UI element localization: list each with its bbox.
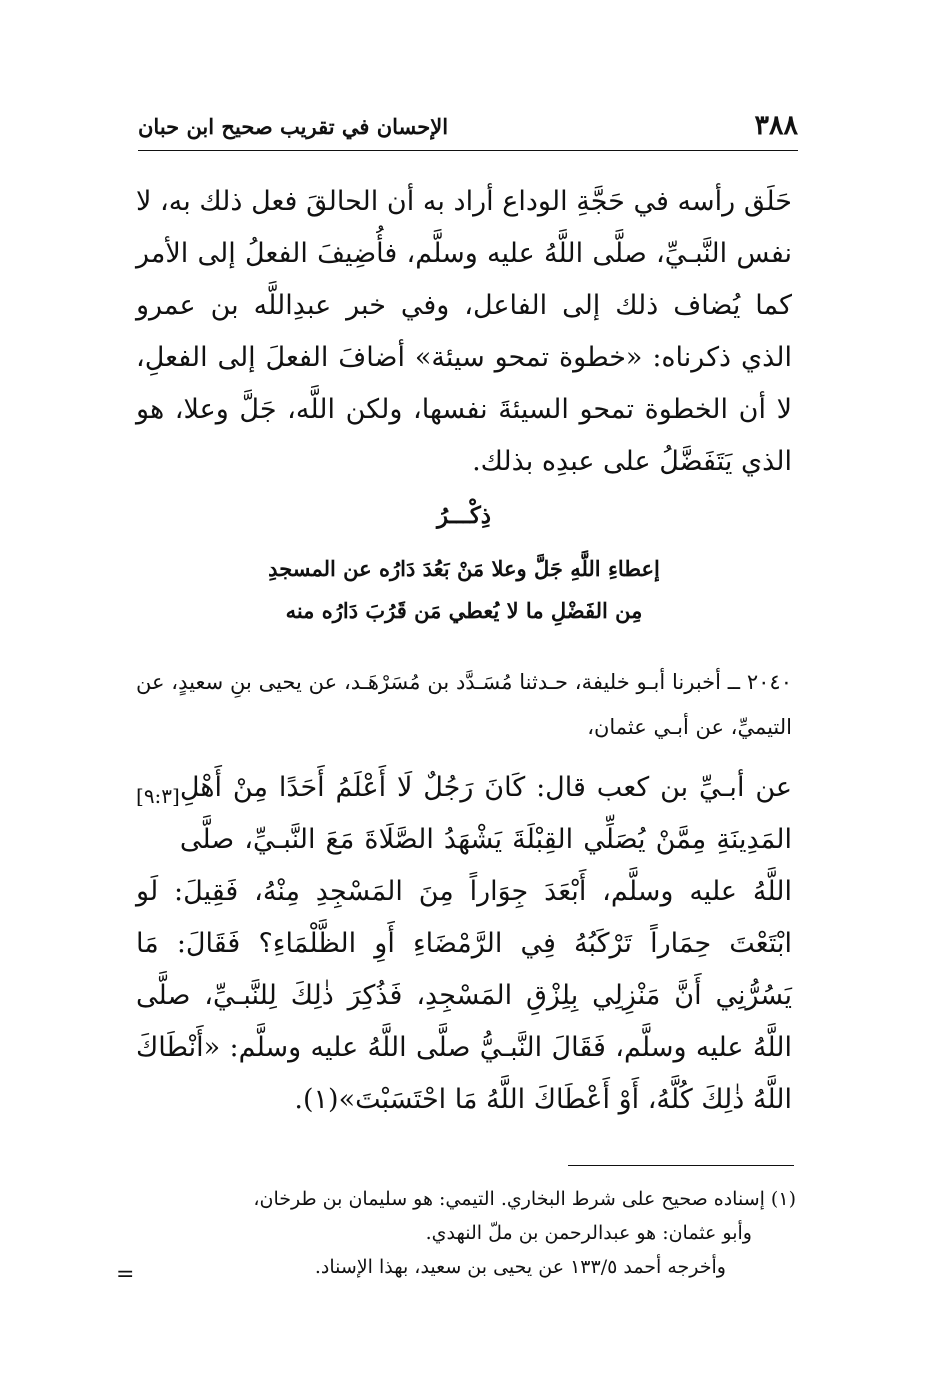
hadith-isnad: ٢٠٤٠ ــ أخبرنا أبـو خليفة، حـدثنا مُسَـدَّد بن مُسَرْهَـد، عن يحيى بنِ سعيدٍ، عن التيميِّ، عن أبـي عثمان، [136,670,792,739]
section-heading [136,548,792,632]
hadith-reference: [٩:٣] [136,784,180,808]
footnotes [136,1182,796,1284]
footnote-line-3: وأخرجه أحمد ١٣٣/٥ عن يحيى بن سعيد، بهذا الإسناد. [314,1256,726,1278]
section-heading-line-2: مِن الفَضْلِ ما لا يُعطي مَن قَرُبَ دَارُه منه [285,598,643,623]
page-number: ٣٨٨ [754,110,798,141]
running-title: الإحسان في تقريب صحيح ابن حبان [138,114,449,139]
hadith-text-block [136,762,792,1126]
page-header [138,110,798,146]
footnote-line-2: وأبو عثمان: هو عبدالرحمن بن ملّ النهدي. [425,1222,752,1244]
continuation-mark: = [116,1262,135,1287]
footnote-rule [568,1165,794,1166]
section-label: ذِكْـــرُ [436,502,492,529]
header-rule [138,150,798,151]
body-paragraph: حَلَق رأسه في حَجَّةِ الوداع أراد به أن الحالقَ فعل ذلك به، لا نفس النَّبـيِّ، صلَّى اللَّهُ عليه وسلَّم، فأُضِيفَ الفعلُ إلى الأمر كما يُضاف ذلك إلى الفاعل، وفي خبر عبدِاللَّه بن عمرو الذي ذكرناه: «خطوة تمحو سيئة» أضافَ الفعلَ إلى الفعلِ، لا أن الخطوة تمحو السيئةَ نفسها، ولكن اللَّه، جَلَّ وعلا، هو الذي يَتَفَضَّلُ على عبدِه بذلك. [136,186,792,477]
section-heading-line-1: إعطاءِ اللَّهِ جَلَّ وعلا مَنْ بَعُدَ دَارُه عن المسجدِ [268,556,660,581]
hadith-matn: عن أبـيِّ بن كعب قال: كَانَ رَجُلٌ لَا أَعْلَمُ أَحَدًا مِنْ أَهْلِ المَدِينَةِ مِمَّنْ يُصَلِّي القِبْلَةَ يَشْهَدُ الصَّلَاةَ مَعَ النَّبـيِّ، صلَّى اللَّهُ عليه وسلَّم، أَبْعَدَ جِوَاراً مِنَ المَسْجِدِ مِنْهُ، فَقِيلَ: لَو ابْتَعْتَ حِمَاراً تَرْكَبُهُ فِي الرَّمْضَاءِ أَوِ الظَّلْمَاءِ؟ فَقَالَ: مَا يَسُرُّنِي أَنَّ مَنْزِلِي بِلِزْقِ المَسْجِدِ، فَذُكِرَ ذٰلِكَ لِلنَّبـيِّ، صلَّى اللَّهُ عليه وسلَّم، فَقَالَ النَّبـيُّ صلَّى اللَّهُ عليه وسلَّم: «أَنْطَاكَ اللَّهُ ذٰلِكَ كُلَّهُ، أَوْ أَعْطَاكَ اللَّهُ مَا احْتَسَبْتَ»(١). [136,772,792,1115]
footnote-line-1: (١) إسناده صحيح على شرط البخاري. التيمي: هو سليمان بن طرخان، [253,1188,796,1210]
